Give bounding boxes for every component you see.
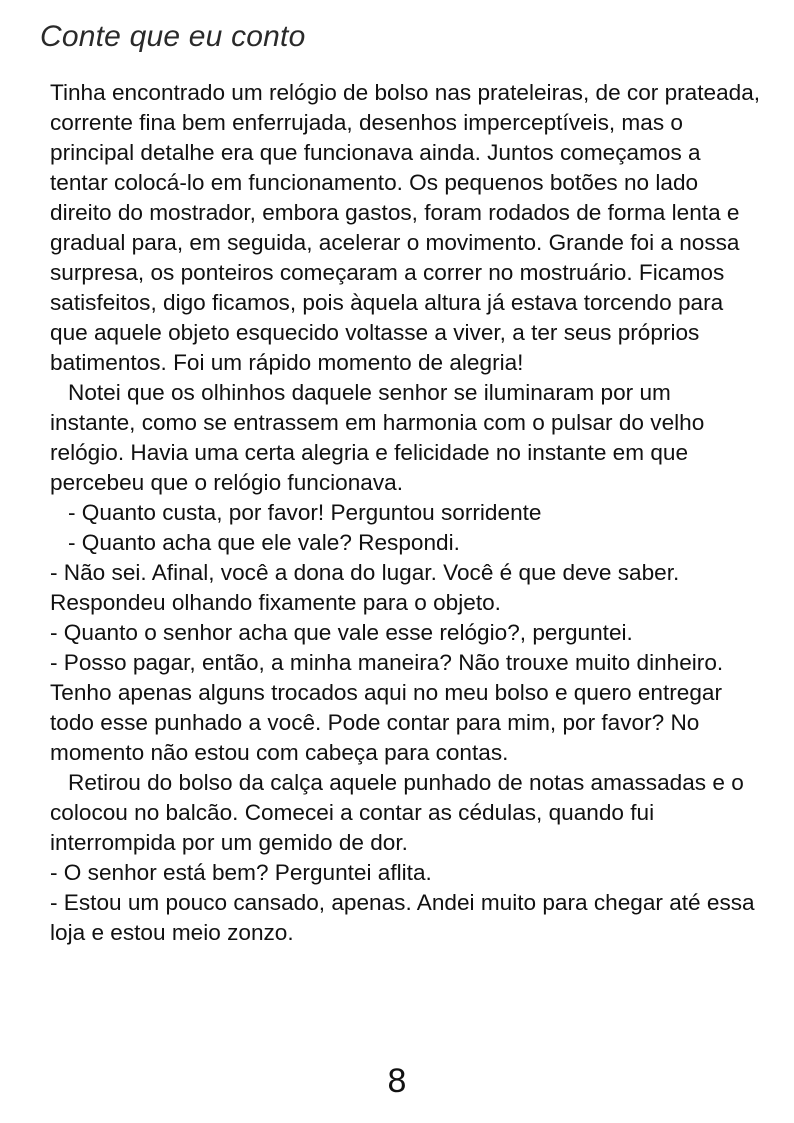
paragraph-1: Tinha encontrado um relógio de bolso nas prateleiras, de cor prateada, corrente fina bem enferrujada, desenhos imperceptíveis, mas o principal detalhe era que funcionava ainda. Juntos começamos a tentar colocá-lo em funcionamento. Os pequenos botões no lado direito do mostrador, embora gastos, foram rodados de forma lenta e gradual para, em seguida, acelerar o movimento. Grande foi a nossa surpresa, os ponteiros começaram a correr no mostruário. Ficamos satisfeitos, digo ficamos, pois àquela altura já estava torcendo para que aquele objeto esquecido voltasse a viver, a ter seus próprios batimentos. Foi um rápido momento de alegria!: [50, 80, 761, 375]
dialogue-line-3: - Não sei. Afinal, você a dona do lugar. Você é que deve saber. Respondeu olhando fixamente para o objeto.: [50, 560, 680, 615]
dialogue-line-7: - Estou um pouco cansado, apenas. Andei muito para chegar até essa loja e estou meio zonzo.: [50, 890, 755, 945]
page-header-title: Conte que eu conto: [40, 20, 306, 53]
paragraph-3: Retirou do bolso da calça aquele punhado de notas amassadas e o colocou no balcão. Comecei a contar as cédulas, quando fui interrompida por um gemido de dor.: [50, 770, 744, 855]
dialogue-line-1: - Quanto custa, por favor! Perguntou sorridente: [68, 500, 542, 525]
dialogue-line-5: - Posso pagar, então, a minha maneira? Não trouxe muito dinheiro. Tenho apenas alguns trocados aqui no meu bolso e quero entregar todo esse punhado a você. Pode contar para mim, por favor? No momento não estou com cabeça para contas.: [50, 650, 724, 765]
dialogue-line-2: - Quanto acha que ele vale? Respondi.: [68, 530, 460, 555]
dialogue-line-4: - Quanto o senhor acha que vale esse relógio?, perguntei.: [50, 620, 633, 645]
paragraph-2: Notei que os olhinhos daquele senhor se iluminaram por um instante, como se entrassem em harmonia com o pulsar do velho relógio. Havia uma certa alegria e felicidade no instante em que percebeu que o relógio funcionava.: [50, 380, 705, 495]
page-number: 8: [387, 1062, 407, 1100]
body-text: [50, 78, 762, 948]
dialogue-line-6: - O senhor está bem? Perguntei aflita.: [50, 860, 432, 885]
